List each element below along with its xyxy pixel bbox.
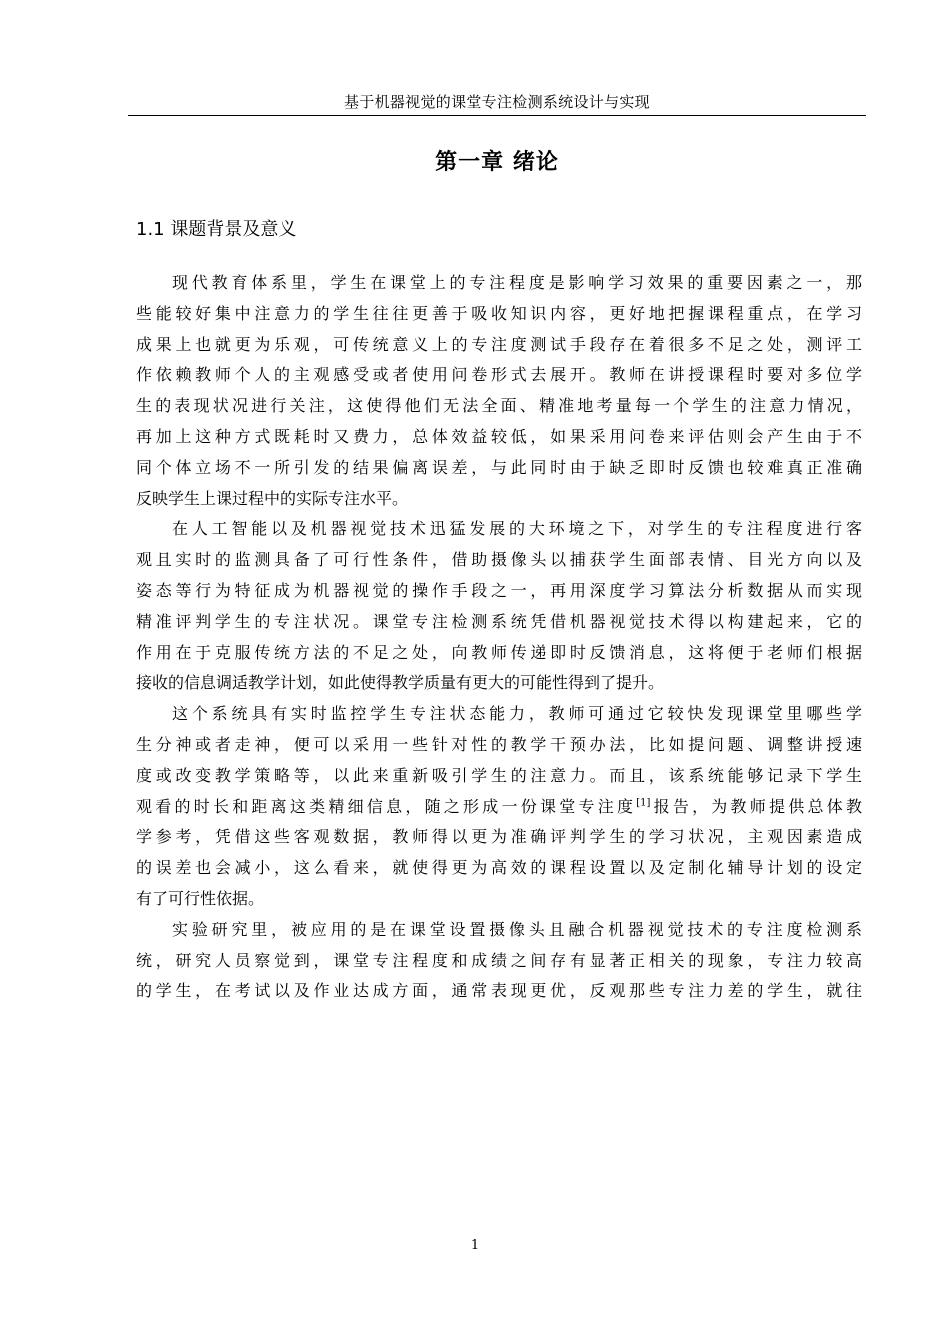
paragraph-line: 成果上也就更为乐观，可传统意义上的专注度测试手段存在着很多不足之处，测评工 [136,334,862,354]
chapter-title: 第一章 绪论 [435,150,559,175]
paragraph-line: 作用在于克服传统方法的不足之处，向教师传递即时反馈消息，这将便于老师们根据 [136,642,862,662]
line-text-tail: 报告，为教师提供总体教 [650,796,862,816]
paragraph-line: 作依赖教师个人的主观感受或者使用问卷形式去展开。教师在讲授课程时要对多位学 [136,365,862,385]
section-heading: 1.1 课题背景及意义 [136,219,297,240]
header-rule [128,115,866,116]
citation-marker: [1] [636,797,651,809]
paragraph-2 [136,514,862,699]
page-number: 1 [470,1238,480,1253]
paragraph-line: 些能较好集中注意力的学生往往更善于吸收知识内容，更好地把握课程重点，在学习 [136,303,862,323]
paragraph-line: 这个系统具有实时监控学生专注状态能力，教师可通过它较快发现课堂里哪些学 [172,704,862,724]
paragraph-4 [136,915,862,1007]
paragraph-line: 生分神或者走神，便可以采用一些针对性的教学干预办法，比如提问题、调整讲授速 [136,734,862,754]
paragraph-line: 精准评判学生的专注状况。课堂专注检测系统凭借机器视觉技术得以构建起来，它的 [136,611,862,631]
paragraph-line: 学参考，凭借这些客观数据，教师得以更为准确评判学生的学习状况，主观因素造成 [136,827,862,847]
paragraph-line: 姿态等行为特征成为机器视觉的操作手段之一，再用深度学习算法分析数据从而实现 [136,580,862,600]
paragraph-line: 同个体立场不一所引发的结果偏离误差，与此同时由于缺乏即时反馈也较难真正准确 [136,457,862,477]
paragraph-line: 度或改变教学策略等，以此来重新吸引学生的注意力。而且，该系统能够记录下学生 [136,765,862,785]
paragraph-line: 接收的信息调适教学计划，如此使得教学质量有更大的可能性得到了提升。 [136,673,665,693]
paragraph-line: 在人工智能以及机器视觉技术迅猛发展的大环境之下，对学生的专注程度进行客 [172,519,862,539]
paragraph-line: 统，研究人员察觉到，课堂专注程度和成绩之间存有显著正相关的现象，专注力较高 [136,950,862,970]
paragraph-line: 生的表现状况进行关注，这使得他们无法全面、精准地考量每一个学生的注意力情况， [136,396,862,416]
paragraph-line: 观且实时的监测具备了可行性条件，借助摄像头以捕获学生面部表情、目光方向以及 [136,550,862,570]
paragraph-line: 再加上这种方式既耗时又费力，总体效益较低，如果采用问卷来评估则会产生由于不 [136,426,862,446]
paragraph-3 [136,699,862,915]
paragraph-line: 反映学生上课过程中的实际专注水平。 [136,488,409,508]
body-text [136,268,862,1007]
line-text: 观看的时长和距离这类精细信息，随之形成一份课堂专注度 [136,796,637,816]
running-header: 基于机器视觉的课堂专注检测系统设计与实现 [343,93,650,111]
paragraph-line: 的学生，在考试以及作业达成方面，通常表现更优，反观那些专注力差的学生，就往 [136,981,862,1001]
paragraph-1 [136,268,862,514]
paragraph-line: 有了可行性依据。 [136,888,265,908]
paragraph-line: 的误差也会减小，这么看来，就使得更为高效的课程设置以及定制化辅导计划的设定 [136,858,862,878]
paragraph-line-with-citation [136,792,862,823]
paragraph-line: 实验研究里，被应用的是在课堂设置摄像头且融合机器视觉技术的专注度检测系 [172,919,862,939]
paragraph-line: 现代教育体系里，学生在课堂上的专注程度是影响学习效果的重要因素之一，那 [172,273,862,292]
